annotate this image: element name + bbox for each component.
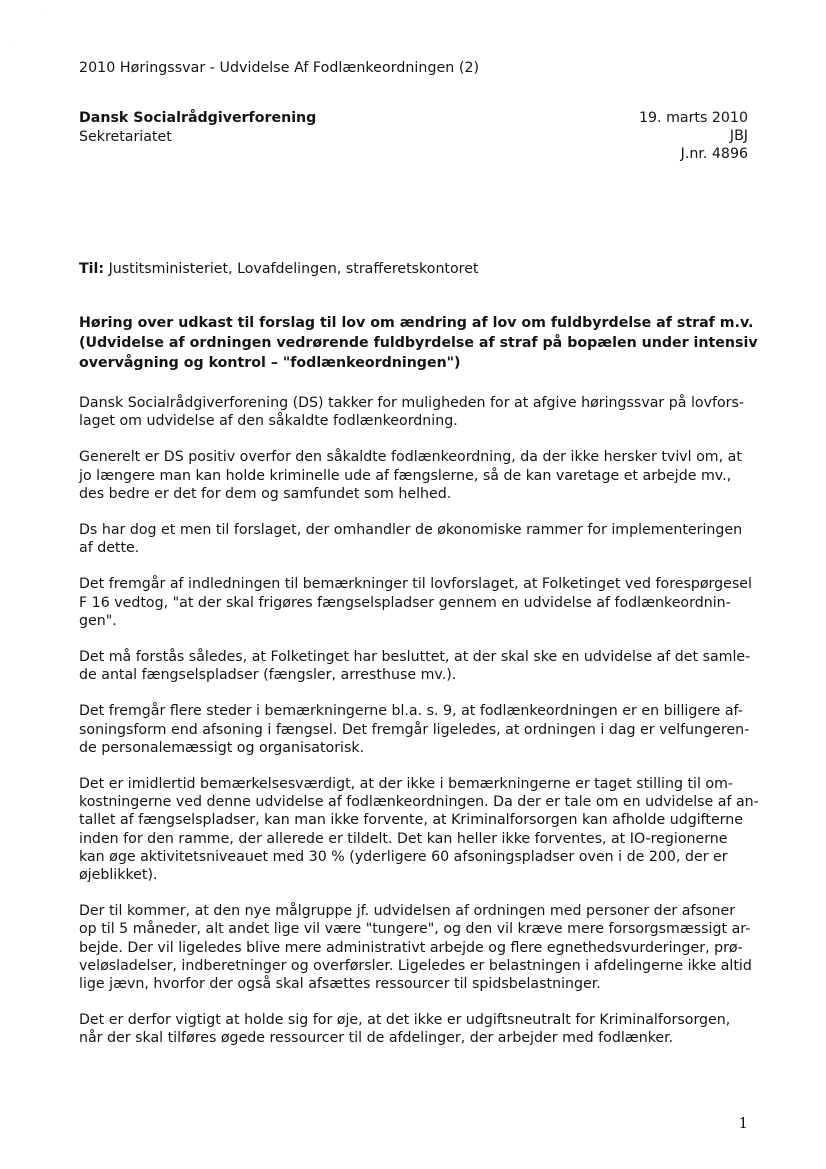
paragraph-line: F 16 vedtog, "at der skal frigøres fængselspladser gennem en udvidelse af fodlænkeordnin- bbox=[79, 594, 731, 611]
body-paragraph bbox=[79, 702, 759, 757]
letter-meta bbox=[639, 109, 748, 163]
journal-number: J.nr. 4896 bbox=[680, 146, 748, 162]
paragraph-line: Dansk Socialrådgiverforening (DS) takker for muligheden for at afgive høringssvar på lovfors- bbox=[79, 395, 744, 411]
paragraph-line: bejde. Der vil ligeledes blive mere administrativt arbejde og flere egnethedsvurderinger, prø- bbox=[79, 939, 743, 956]
paragraph-line: des bedre er det for dem og samfundet som helhed. bbox=[79, 485, 452, 502]
paragraph-line: Ds har dog et men til forslaget, der omhandler de økonomiske rammer for implementeringen bbox=[79, 522, 743, 539]
sender-block bbox=[79, 109, 316, 147]
paragraph-line: Det fremgår af indledningen til bemærkninger til lovforslaget, at Folketinget ved forespørgesel bbox=[79, 576, 752, 593]
paragraph-line: de personalemæssigt og organisatorisk. bbox=[79, 739, 365, 756]
paragraph-line: lige jævn, hvorfor der også skal afsættes ressourcer til spidsbelastninger. bbox=[79, 976, 601, 993]
paragraph-line: jo længere man kan holde kriminelle ude af fængslerne, så de kan varetage et arbejde mv., bbox=[79, 467, 732, 484]
page-number: 1 bbox=[738, 1114, 748, 1132]
body-paragraph bbox=[79, 521, 759, 557]
body-paragraph bbox=[79, 394, 759, 430]
subject-line: overvågning og kontrol – "fodlænkeordningen") bbox=[79, 355, 461, 371]
paragraph-line: når der skal tilføres øgede ressourcer til de afdelinger, der arbejder med fodlænker. bbox=[79, 1030, 674, 1047]
sender-name: Dansk Socialrådgiverforening bbox=[79, 110, 317, 126]
body-paragraph bbox=[79, 448, 759, 503]
letter-body bbox=[79, 394, 759, 1066]
recipient-line bbox=[79, 261, 479, 277]
paragraph-line: veløsladelser, indberetninger og overførsler. Ligeledes er belastningen i afdelingerne ikke altid bbox=[79, 957, 752, 974]
paragraph-line: Det må forstås således, at Folketinget har besluttet, at der skal ske en udvidelse af det samle- bbox=[79, 649, 751, 666]
subject-heading bbox=[79, 313, 769, 373]
body-paragraph bbox=[79, 775, 759, 884]
recipient-value: Justitsministeriet, Lovafdelingen, strafferetskontoret bbox=[108, 261, 479, 277]
paragraph-line: op til 5 måneder, alt andet lige vil være "tungere", og den vil kræve mere forsorgsmæssigt ar- bbox=[79, 921, 751, 938]
paragraph-line: gen". bbox=[79, 612, 117, 629]
paragraph-line: inden for den ramme, der allerede er tildelt. Det kan heller ikke forventes, at IO-regionerne bbox=[79, 830, 728, 847]
body-paragraph bbox=[79, 648, 759, 684]
paragraph-line: de antal fængselspladser (fængsler, arresthuse mv.). bbox=[79, 667, 457, 684]
paragraph-line: kostningerne ved denne udvidelse af fodlænkeordningen. Da der er tale om en udvidelse af an- bbox=[79, 794, 759, 811]
document-title: 2010 Høringssvar - Udvidelse Af Fodlænkeordningen (2) bbox=[79, 60, 480, 76]
sender-department: Sekretariatet bbox=[79, 129, 172, 145]
paragraph-line: soningsform end afsoning i fængsel. Det fremgår ligeledes, at ordningen i dag er velfungeren- bbox=[79, 721, 750, 738]
paragraph-line: kan øge aktivitetsniveauet med 30 % (yderligere 60 afsoningspladser oven i de 200, der er bbox=[79, 848, 728, 865]
scan-speck: ˙ bbox=[44, 14, 48, 23]
recipient-label: Til: bbox=[79, 261, 105, 277]
paragraph-line: øjeblikket). bbox=[79, 867, 158, 884]
paragraph-line: Der til kommer, at den nye målgruppe jf. udvidelsen af ordningen med personer der afsoner bbox=[79, 903, 736, 920]
paragraph-line: Det er imidlertid bemærkelsesværdigt, at der ikke i bemærkningerne er taget stilling til om- bbox=[79, 776, 734, 793]
paragraph-line: laget om udvidelse af den såkaldte fodlænkeordning. bbox=[79, 413, 458, 430]
paragraph-line: Generelt er DS positiv overfor den såkaldte fodlænkeordning, da der ikke hersker tvivl om, at bbox=[79, 449, 742, 466]
letter-date: 19. marts 2010 bbox=[639, 110, 748, 126]
subject-line: (Udvidelse af ordningen vedrørende fuldbyrdelse af straf på bopælen under intensiv bbox=[79, 335, 758, 351]
paragraph-line: Det fremgår flere steder i bemærkningerne bl.a. s. 9, at fodlænkeordningen er en billigere af- bbox=[79, 703, 743, 720]
paragraph-line: tallet af fængselspladser, kan man ikke forvente, at Kriminalforsorgen kan afholde udgifterne bbox=[79, 812, 743, 829]
letter-initials: JBJ bbox=[729, 128, 748, 144]
paragraph-line: af dette. bbox=[79, 540, 140, 557]
body-paragraph bbox=[79, 1011, 759, 1047]
subject-line: Høring over udkast til forslag til lov om ændring af lov om fuldbyrdelse af straf m.v. bbox=[79, 315, 754, 331]
scan-speck: ˙ bbox=[10, 42, 14, 51]
body-paragraph bbox=[79, 575, 759, 630]
body-paragraph bbox=[79, 902, 759, 993]
paragraph-line: Det er derfor vigtigt at holde sig for øje, at det ikke er udgiftsneutralt for Kriminalforsorgen, bbox=[79, 1012, 731, 1029]
